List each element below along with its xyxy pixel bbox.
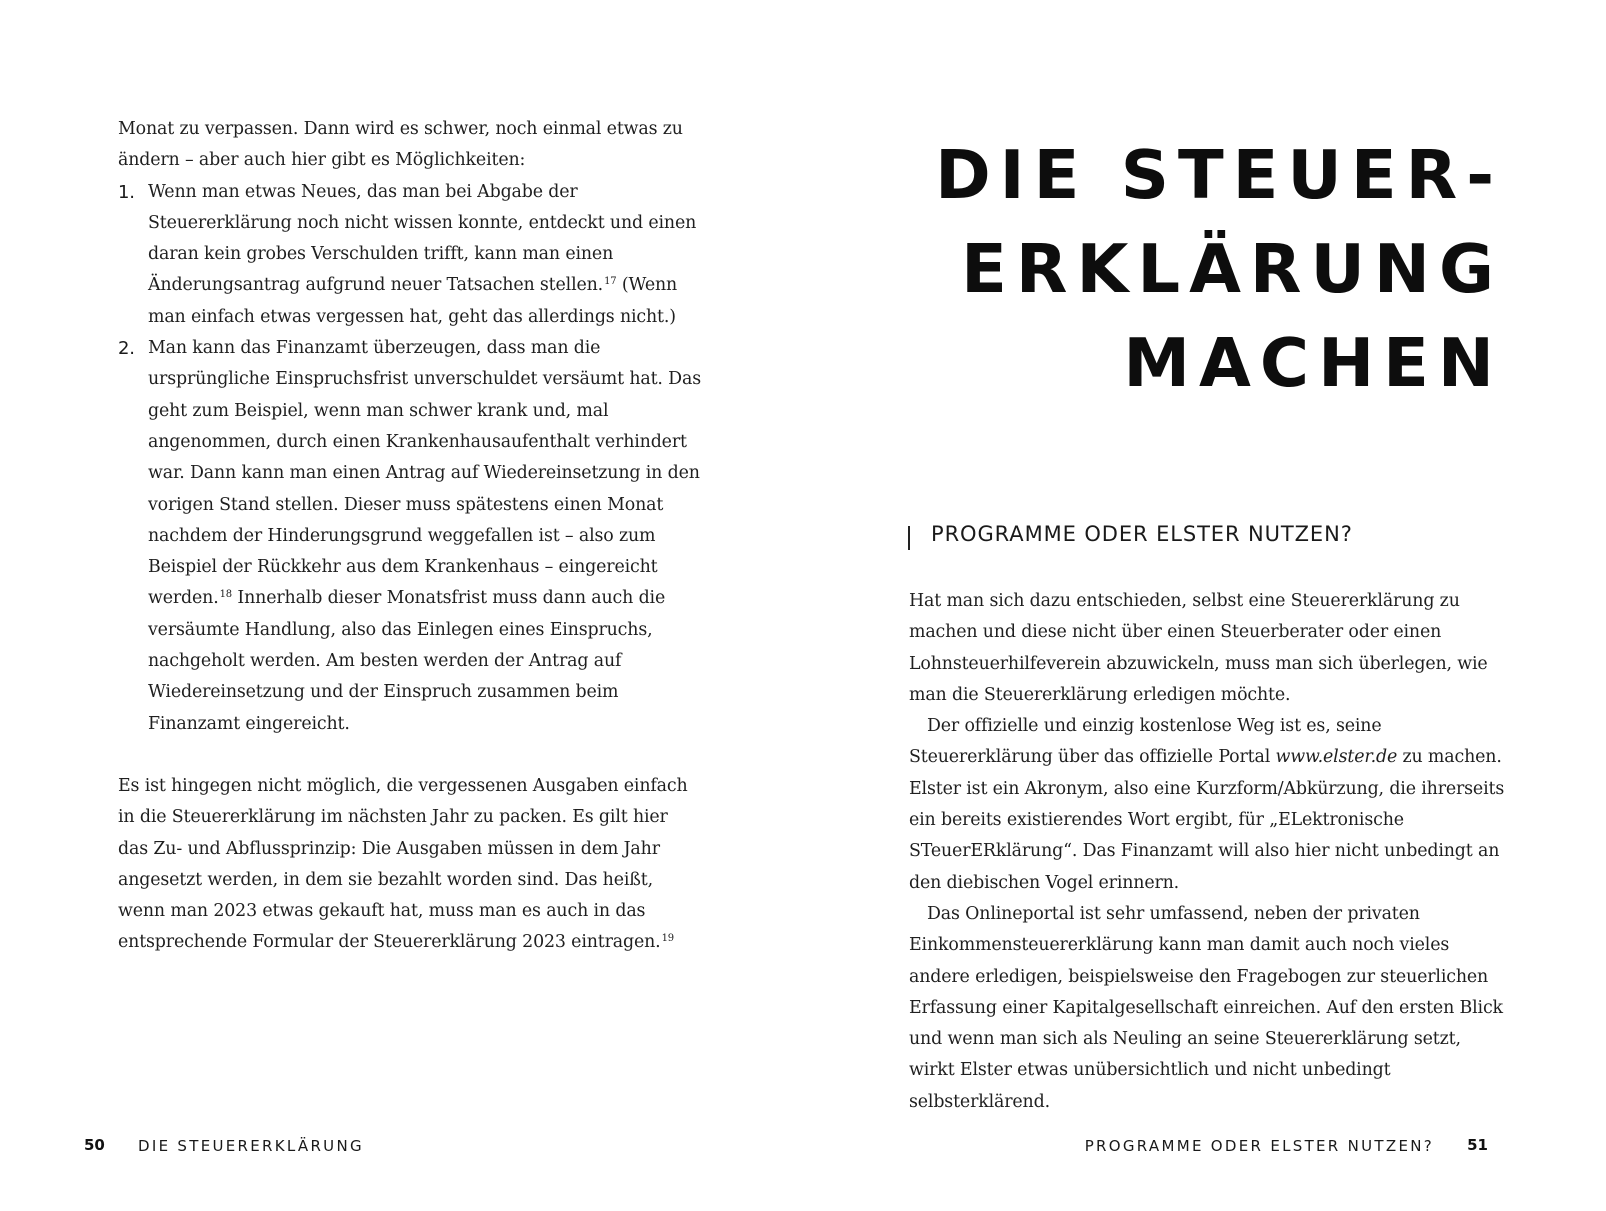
page-number-right: 51 [1467, 1136, 1488, 1154]
paragraph [909, 711, 1505, 899]
list-item [118, 177, 702, 333]
chapter-title-line: MACHEN [1123, 324, 1503, 402]
list-number: 2. [118, 338, 135, 360]
chapter-title-line: DIE STEUER- [935, 136, 1503, 214]
list-item-text: Wenn man etwas Neues, das man bei Abgabe der Steuererklärung noch nicht wissen konnte, entdeckt und einen daran kein grobes Verschulden trifft, kann man einen Änderungsantrag aufgrund neuer Tatsachen stellen. [148, 181, 697, 296]
paragraph-gap [118, 740, 702, 771]
page-number-left: 50 [84, 1136, 105, 1154]
right-page [803, 0, 1606, 1211]
paragraph-text: Der offizielle und einzig kostenlose Weg ist es, seine Steuererklärung über das offizielle Portal [909, 716, 1382, 768]
closing-text: Es ist hingegen nicht möglich, die vergessenen Ausgaben einfach in die Steuererklärung im nächsten Jahr zu packen. Es gilt hier das Zu- und Abflussprinzip: Die Ausgaben müssen in dem Jahr angesetzt werden, in dem sie bezahlt worden sind. Das heißt, wenn man 2023 etwas gekauft hat, muss man es auch in das entsprechende Formular der Steuererklärung 2023 eintragen. [118, 775, 688, 953]
list-item-text-continued: (Wenn man einfach etwas vergessen hat, geht das allerdings nicht.) [148, 275, 678, 327]
closing-paragraph [118, 771, 702, 959]
list-item-text: Man kann das Finanzamt überzeugen, dass man die ursprüngliche Einspruchsfrist unverschuldet versäumt hat. Das geht zum Beispiel, wenn man schwer krank und, mal angenommen, durch einen Krankenhausaufenthalt verhindert war. Dann kann man einen Antrag auf Wiedereinsetzung in den vorigen Stand stellen. Dieser muss spätestens einen Monat nachdem der Hinderungsgrund weggefallen ist – also zum Beispiel der Rückkehr aus dem Krankenhaus – eingereicht werden. [148, 338, 701, 609]
paragraph-text-continued: zu machen. Elster ist ein Akronym, also eine Kurzform/Abkürzung, die ihrerseits ein bereits existierendes Wort ergibt, für „ELektronische STeuerERklärung“. Das Finanzamt will also hier nicht unbedingt an den diebischen Vogel erinnern. [909, 747, 1505, 893]
chapter-title [935, 128, 1503, 410]
paragraph: Hat man sich dazu entschieden, selbst eine Steuererklärung zu machen und diese nicht über einen Steuerberater oder einen Lohnsteuerhilfeverein abzuwickeln, muss man sich überlegen, wie man die Steuererklärung erledigen möchte. [909, 591, 1488, 705]
running-head-left: DIE STEUERERKLÄRUNG [138, 1137, 364, 1155]
numbered-list [118, 177, 702, 740]
intro-paragraph: Monat zu verpassen. Dann wird es schwer, noch einmal etwas zu ändern – aber auch hier gibt es Möglichkeiten: [118, 119, 683, 171]
list-number: 1. [118, 181, 135, 203]
footnote-marker: 18 [219, 589, 233, 601]
section-heading-bar [908, 526, 910, 550]
footnote-marker: 17 [604, 276, 617, 288]
list-item [118, 333, 702, 740]
section-heading: PROGRAMME ODER ELSTER NUTZEN? [931, 522, 1353, 546]
elster-url: www.elster.de [1275, 747, 1398, 768]
left-text-column [118, 114, 702, 959]
list-item-text-continued: Innerhalb dieser Monatsfrist muss dann auch die versäumte Handlung, also das Einlegen eines Einspruchs, nachgeholt werden. Am besten werden der Antrag auf Wiedereinsetzung und der Einspruch zusammen beim Finanzamt eingereicht. [148, 588, 666, 734]
footnote-marker: 19 [661, 933, 674, 945]
right-text-column [909, 586, 1505, 1118]
running-head-right: PROGRAMME ODER ELSTER NUTZEN? [1084, 1137, 1434, 1155]
paragraph: Das Onlineportal ist sehr umfassend, neben der privaten Einkommensteuererklärung kann man damit auch noch vieles andere erledigen, beispielsweise den Fragebogen zur steuerlichen Erfassung einer Kapitalgesellschaft einreichen. Auf den ersten Blick und wenn man sich als Neuling an seine Steuererklärung setzt, wirkt Elster etwas unübersichtlich und nicht unbedingt selbsterklärend. [909, 903, 1503, 1112]
chapter-title-line: ERKLÄRUNG [961, 230, 1503, 308]
